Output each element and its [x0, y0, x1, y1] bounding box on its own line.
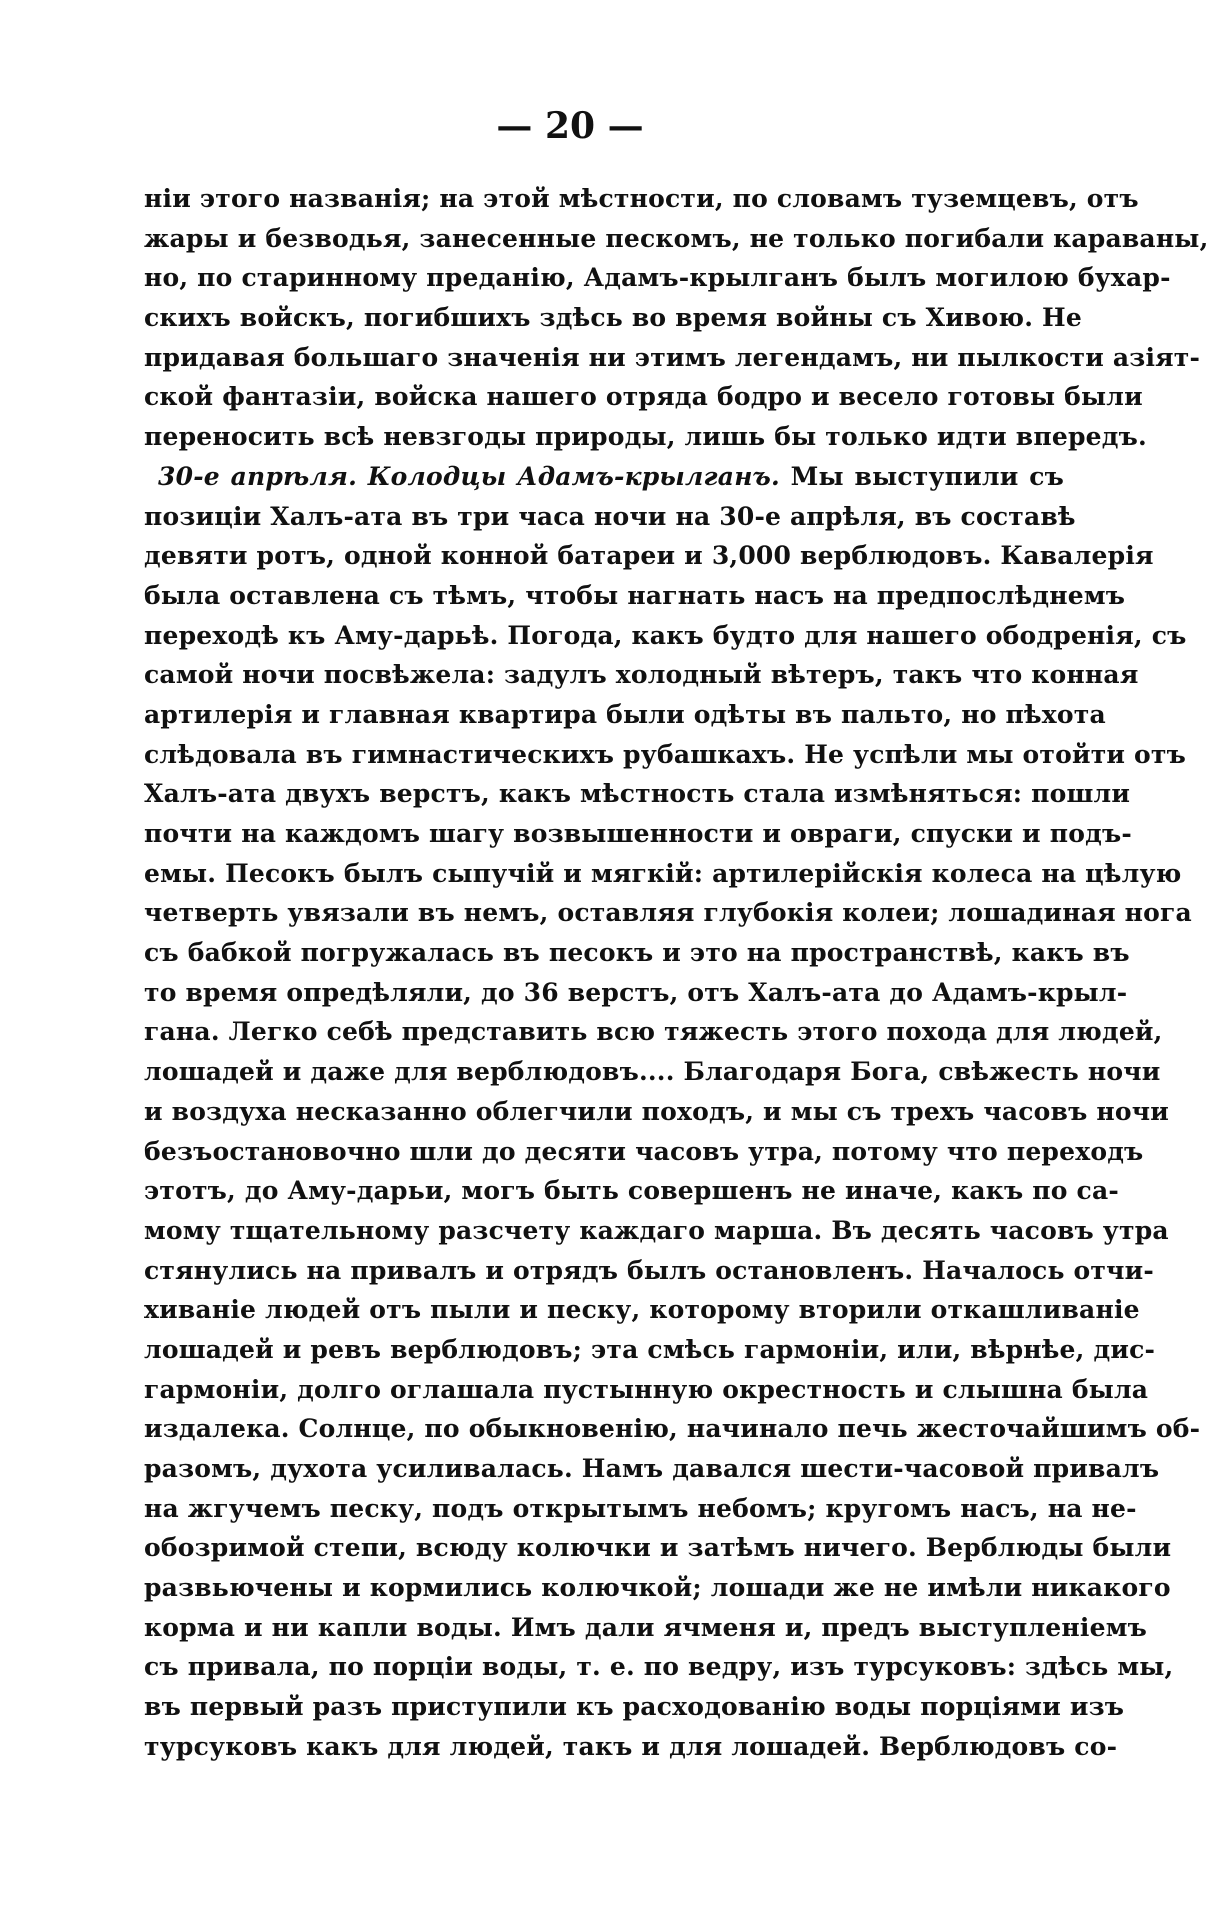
- text-line: то время опредѣляли, до 36 верстъ, отъ Халъ-ата до Адамъ-крыл-: [144, 977, 1128, 1007]
- section-heading-continuation: Мы выступили съ: [779, 461, 1064, 491]
- text-line: въ первый разъ приступили къ расходованiю воды порцiями изъ: [144, 1692, 1125, 1722]
- text-line: позицiи Халъ-ата въ три часа ночи на 30-е апрѣля, въ составѣ: [144, 501, 1076, 531]
- text-line: скихъ войскъ, погибшихъ здѣсь во время войны съ Хивою. Не: [144, 303, 1082, 333]
- text-line: но, по старинному преданiю, Адамъ-крылганъ былъ могилою бухар-: [144, 263, 1171, 293]
- text-line: издалека. Солнце, по обыкновенiю, начинало печь жесточайшимъ об-: [144, 1414, 1201, 1444]
- text-line: девяти ротъ, одной конной батареи и 3,000 верблюдовъ. Кавалерiя: [144, 541, 1154, 571]
- text-line: переходѣ къ Аму-дарьѣ. Погода, какъ будто для нашего ободренiя, съ: [144, 620, 1187, 650]
- text-line: самой ночи посвѣжела: задулъ холодный вѣтеръ, такъ что конная: [144, 660, 1139, 690]
- text-line: и воздуха несказанно облегчили походъ, и мы съ трехъ часовъ ночи: [144, 1096, 1169, 1126]
- text-line: слѣдовала въ гимнастическихъ рубашкахъ. Не успѣли мы отойти отъ: [144, 739, 1186, 769]
- text-line: гана. Легко себѣ представить всю тяжесть этого похода для людей,: [144, 1017, 1163, 1047]
- section-heading-line: [144, 457, 1064, 497]
- text-line: хиванiе людей отъ пыли и песку, которому вторили откашливанiе: [144, 1295, 1140, 1325]
- text-line: безъостановочно шли до десяти часовъ утра, потому что переходъ: [144, 1136, 1144, 1166]
- text-line: стянулись на привалъ и отрядъ былъ остановленъ. Началось отчи-: [144, 1255, 1154, 1285]
- section-heading: 30-е апрѣля. Колодцы Адамъ-крылганъ.: [158, 461, 780, 491]
- body-text: [144, 179, 1208, 1767]
- text-line: съ бабкой погружалась въ песокъ и это на пространствѣ, какъ въ: [144, 938, 1130, 968]
- text-line: разомъ, духота усиливалась. Намъ давался шести-часовой привалъ: [144, 1454, 1160, 1483]
- text-line: развьючены и кормились колючкой; лошади же не имѣли никакого: [144, 1573, 1171, 1603]
- text-line: была оставлена съ тѣмъ, чтобы нагнать насъ на предпослѣднемъ: [144, 580, 1126, 610]
- text-line: корма и ни капли воды. Имъ дали ячменя и, предъ выступленiемъ: [144, 1612, 1147, 1642]
- text-line: этотъ, до Аму-дарьи, могъ быть совершенъ не иначе, какъ по са-: [144, 1176, 1119, 1206]
- text-line: жары и безводья, занесенные пескомъ, не только погибали караваны,: [144, 223, 1208, 253]
- text-line: обозримой степи, всюду колючки и затѣмъ ничего. Верблюды были: [144, 1533, 1172, 1563]
- text-line: турсуковъ какъ для людей, такъ и для лошадей. Верблюдовъ со-: [144, 1731, 1118, 1761]
- text-line: артилерiя и главная квартира были одѣты въ пальто, но пѣхота: [144, 699, 1106, 729]
- text-line: ской фантазiи, войска нашего отряда бодро и весело готовы были: [144, 382, 1143, 412]
- text-line: емы. Песокъ былъ сыпучiй и мягкiй: артилерiйскiя колеса на цѣлую: [144, 858, 1182, 888]
- text-line: четверть увязали въ немъ, оставляя глубокiя колеи; лошадиная нога: [144, 898, 1192, 928]
- text-line: гармонiи, долго оглашала пустынную окрестность и слышна была: [144, 1374, 1149, 1404]
- page-number: — 20 —: [496, 105, 644, 147]
- text-line: Халъ-ата двухъ верстъ, какъ мѣстность стала измѣняться: пошли: [144, 779, 1131, 809]
- text-line: лошадей и ревъ верблюдовъ; эта смѣсь гармонiи, или, вѣрнѣе, дис-: [144, 1334, 1156, 1364]
- text-line: переносить всѣ невзгоды природы, лишь бы только идти впередъ.: [144, 422, 1147, 452]
- text-line: нiи этого названiя; на этой мѣстности, по словамъ туземцевъ, отъ: [144, 184, 1139, 213]
- text-line: придавая большаго значенiя ни этимъ легендамъ, ни пылкости азiят-: [144, 342, 1201, 372]
- text-line: на жгучемъ песку, подъ открытымъ небомъ; кругомъ насъ, на не-: [144, 1493, 1137, 1523]
- text-line: съ привала, по порцiи воды, т. е. по ведру, изъ турсуковъ: здѣсь мы,: [144, 1652, 1174, 1682]
- text-line: мому тщательному разсчету каждаго марша. Въ десять часовъ утра: [144, 1215, 1169, 1245]
- text-line: почти на каждомъ шагу возвышенности и овраги, спуски и подъ-: [144, 819, 1132, 848]
- text-line: лошадей и даже для верблюдовъ.... Благодаря Бога, свѣжесть ночи: [144, 1057, 1161, 1087]
